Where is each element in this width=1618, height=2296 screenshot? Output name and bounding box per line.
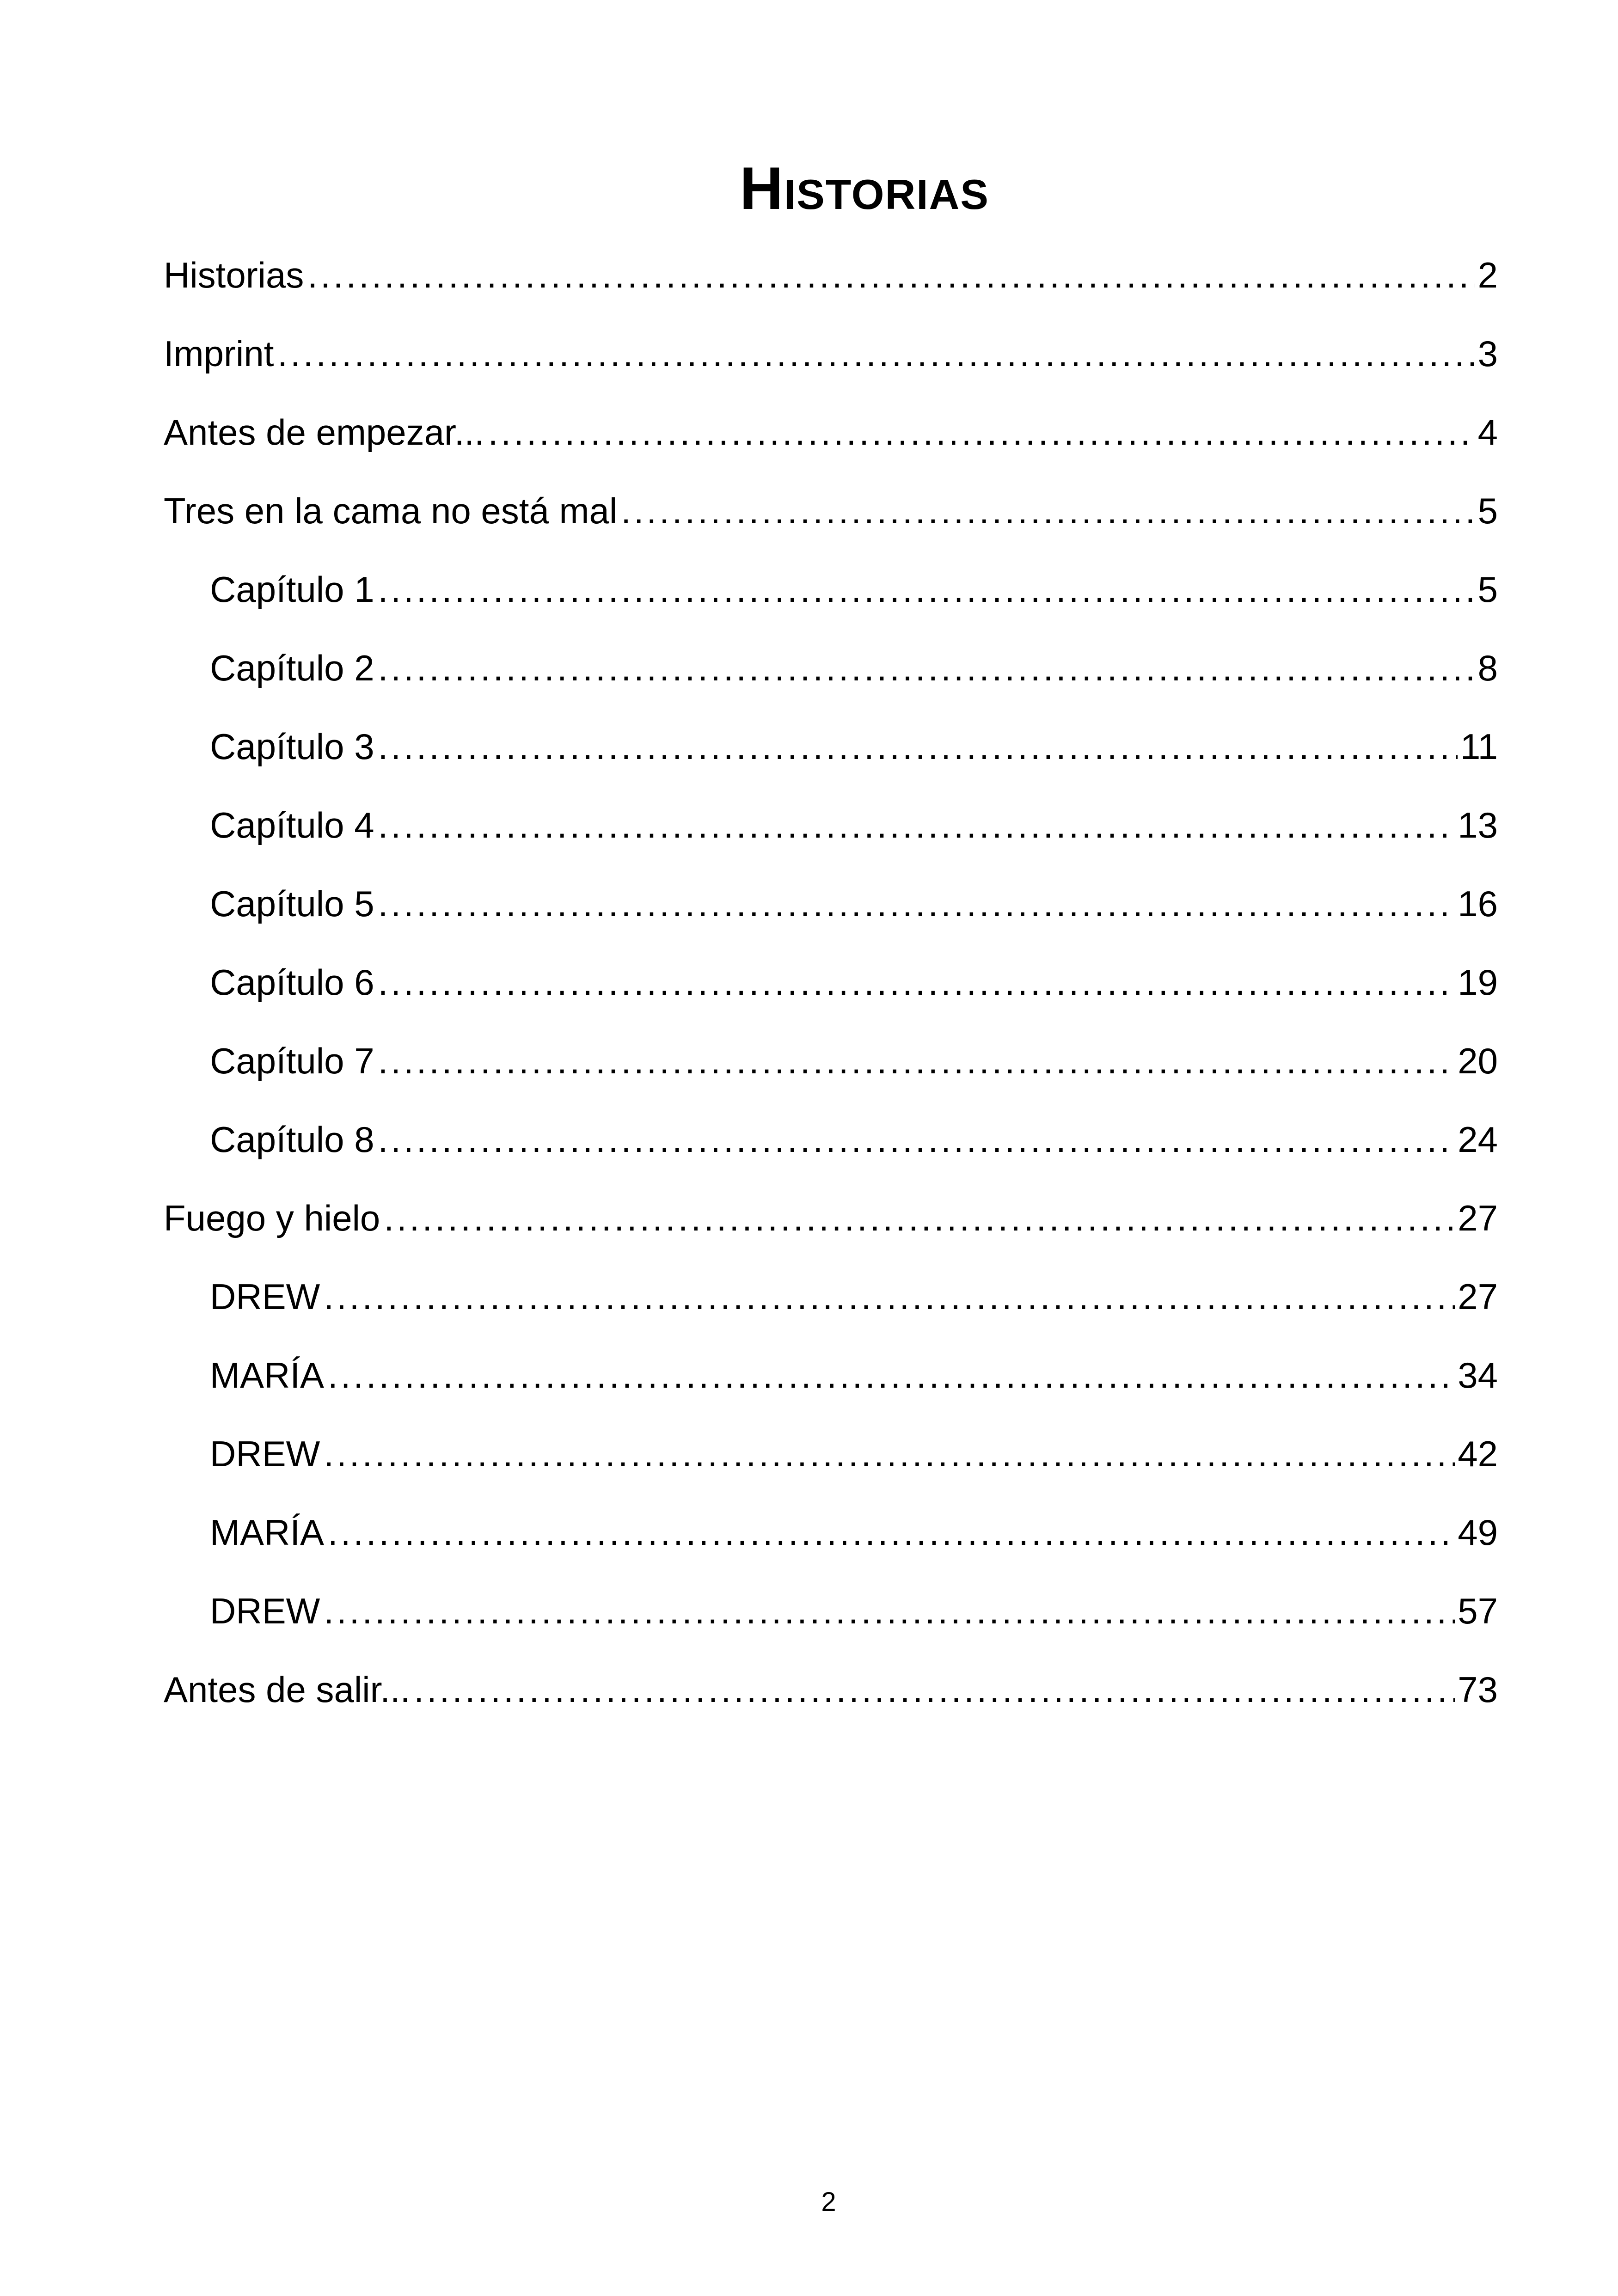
toc-subentry[interactable]: [164, 964, 1498, 1043]
table-of-contents: [164, 257, 1498, 1750]
toc-subentry[interactable]: [164, 883, 1498, 964]
toc-entry-label: Capítulo 5: [210, 883, 374, 924]
toc-entry-label: DREW: [210, 1591, 320, 1631]
toc-subentry[interactable]: [164, 1593, 1498, 1671]
toc-entry-label: Historias: [164, 255, 304, 295]
toc-entry[interactable]: [164, 490, 1498, 571]
toc-entry[interactable]: [164, 414, 1498, 493]
toc-entry-label: DREW: [210, 1276, 320, 1317]
toc-entry-page: 13: [1458, 805, 1498, 845]
toc-entry-page: 27: [1458, 1276, 1498, 1317]
toc-entry-page: 49: [1458, 1512, 1498, 1553]
toc-dot-leader: [378, 964, 1455, 1000]
toc-entry-page: 34: [1458, 1355, 1498, 1396]
toc-entry-label: Fuego y hielo: [164, 1198, 380, 1238]
toc-entry-label: MARÍA: [210, 1512, 325, 1553]
toc-dot-leader: [378, 729, 1458, 765]
toc-dot-leader: [378, 1043, 1455, 1079]
toc-subentry[interactable]: [164, 726, 1498, 807]
toc-subentry[interactable]: [164, 650, 1498, 729]
toc-entry-label: Tres en la cama no está mal: [164, 490, 618, 531]
toc-entry-page: 3: [1477, 333, 1498, 374]
toc-entry-page: 73: [1458, 1669, 1498, 1710]
toc-dot-leader: [378, 807, 1455, 843]
toc-entry-label: DREW: [210, 1433, 320, 1474]
toc-subentry[interactable]: [164, 807, 1498, 886]
toc-subentry[interactable]: [164, 1514, 1498, 1593]
toc-dot-leader: [324, 1436, 1455, 1472]
toc-entry-page: 4: [1477, 412, 1498, 453]
toc-subentry[interactable]: [164, 1276, 1498, 1357]
toc-entry[interactable]: [164, 333, 1498, 414]
toc-entry-page: 16: [1458, 883, 1498, 924]
toc-entry-page: 5: [1477, 569, 1498, 610]
toc-entry-page: 2: [1477, 255, 1498, 295]
page-title: Historias: [740, 154, 989, 222]
toc-dot-leader: [307, 257, 1475, 293]
toc-dot-leader: [277, 336, 1475, 372]
toc-entry-label: Capítulo 2: [210, 648, 374, 688]
toc-dot-leader: [328, 1357, 1455, 1393]
toc-entry-label: Capítulo 3: [210, 726, 374, 767]
toc-entry-page: 11: [1460, 726, 1498, 767]
toc-entry-label: Antes de empezar...: [164, 412, 484, 453]
toc-entry-page: 8: [1477, 648, 1498, 688]
toc-entry-page: 24: [1458, 1119, 1498, 1160]
toc-entry-page: 42: [1458, 1433, 1498, 1474]
toc-dot-leader: [328, 1514, 1455, 1550]
toc-subentry[interactable]: [164, 1357, 1498, 1436]
toc-dot-leader: [414, 1671, 1455, 1708]
toc-entry-label: Antes de salir...: [164, 1669, 411, 1710]
toc-dot-leader: [384, 1200, 1455, 1236]
toc-entry[interactable]: [164, 257, 1498, 336]
toc-subentry[interactable]: [164, 1121, 1498, 1200]
toc-entry-label: Capítulo 7: [210, 1041, 374, 1081]
toc-dot-leader: [324, 1279, 1455, 1315]
toc-dot-leader: [488, 414, 1475, 450]
toc-subentry[interactable]: [164, 571, 1498, 650]
toc-entry[interactable]: [164, 1671, 1498, 1750]
toc-entry-page: 20: [1458, 1041, 1498, 1081]
toc-entry-page: 27: [1458, 1198, 1498, 1238]
toc-dot-leader: [378, 1121, 1455, 1157]
toc-entry[interactable]: [164, 1200, 1498, 1279]
toc-entry-label: MARÍA: [210, 1355, 325, 1396]
toc-dot-leader: [378, 571, 1475, 607]
toc-entry-page: 5: [1477, 490, 1498, 531]
toc-subentry[interactable]: [164, 1433, 1498, 1514]
toc-dot-leader: [324, 1593, 1455, 1629]
toc-dot-leader: [378, 886, 1455, 922]
toc-entry-label: Capítulo 6: [210, 962, 374, 1003]
toc-dot-leader: [621, 493, 1475, 529]
toc-entry-label: Imprint: [164, 333, 274, 374]
page-number: 2: [821, 2187, 836, 2217]
toc-entry-page: 57: [1458, 1591, 1498, 1631]
toc-entry-page: 19: [1458, 962, 1498, 1003]
toc-dot-leader: [378, 650, 1475, 686]
toc-entry-label: Capítulo 8: [210, 1119, 374, 1160]
toc-entry-label: Capítulo 4: [210, 805, 374, 845]
toc-entry-label: Capítulo 1: [210, 569, 374, 610]
toc-subentry[interactable]: [164, 1043, 1498, 1121]
